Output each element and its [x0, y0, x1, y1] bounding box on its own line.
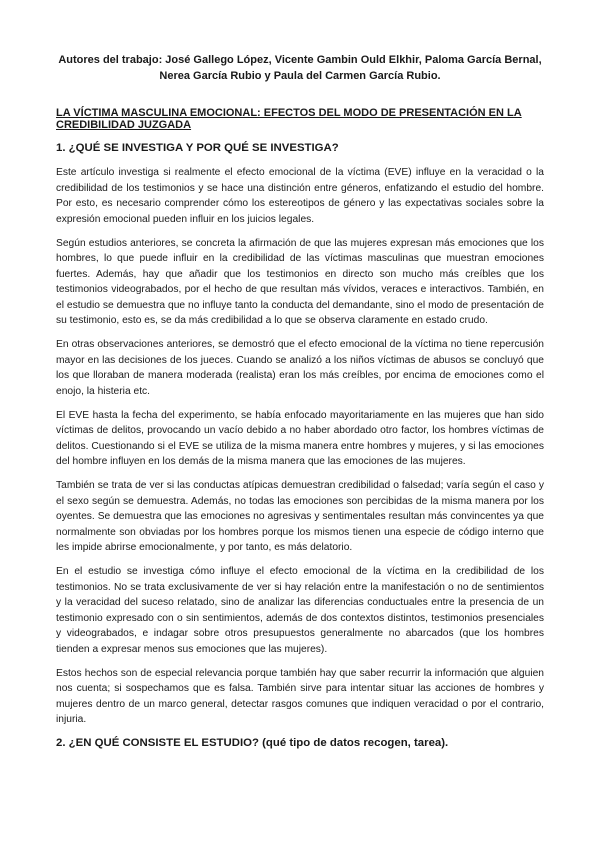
authors-line: Autores del trabajo: José Gallego López, Vicente Gambin Ould Elkhir, Paloma García Bernal, Nerea García Rubio y Paula del Carmen García Rubio. [58, 54, 542, 82]
paragraph: En otras observaciones anteriores, se demostró que el efecto emocional de la víctima no tiene repercusión mayor en las decisiones de los jueces. Cuando se analizó a los niños víctimas de abusos se concluyó que los que lloraban de manera moderada (realista) eran los más creíbles, por encima de emociones como el enojo, la histeria etc. [56, 339, 544, 397]
paragraph: Estos hechos son de especial relevancia porque también hay que saber recurrir la información que alguien nos cuenta; si sospechamos que es falsa. También sirve para intentar situar las acciones de hombres y mujeres dentro de un marco general, detectar rasgos comunes que indiquen veracidad o por el contrario, injuria. [56, 667, 544, 725]
section-1 [56, 141, 544, 728]
section-2 [56, 736, 544, 750]
document-title: LA VÍCTIMA MASCULINA EMOCIONAL: EFECTOS DEL MODO DE PRESENTACIÓN EN LA CREDIBILIDAD JUZGADA [56, 107, 522, 131]
paragraph: Este artículo investiga si realmente el efecto emocional de la víctima (EVE) influye en la veracidad o la credibilidad de los testimonios y se hace una distinción entre géneros, enfatizando el estudio del hombre. Por esto, es necesario comprender cómo los estereotipos de género y las expectativas sociales sobre la expresión emocional pueden influir en los juicios legales. [56, 167, 544, 225]
paragraph: También se trata de ver si las conductas atípicas demuestran credibilidad o falsedad; varía según el caso y el sexo según se demuestra. Además, no todas las emociones son percibidas de la misma manera por los oyentes. Se demuestra que las emociones no agresivas y sentimentales resultan más convincentes ya que normalmente son obviadas por los hombres porque los mismos tienen una especie de código interno que les impide abrirse emocionalmente, y por tanto, es más delatorio. [56, 480, 544, 553]
section-1-heading: 1. ¿QUÉ SE INVESTIGA Y POR QUÉ SE INVESTIGA? [56, 142, 339, 154]
paragraph: El EVE hasta la fecha del experimento, se había enfocado mayoritariamente en las mujeres que han sido víctimas de delitos, provocando un vacío debido a no haber abordado otro factor, los hombres víctimas de delitos. Cuestionando si el EVE se utiliza de la misma manera entre hombres y mujeres, y si las emociones del hombre influyen en los demás de la misma manera que las emociones de las mujeres. [56, 409, 544, 467]
section-2-heading: 2. ¿EN QUÉ CONSISTE EL ESTUDIO? (qué tipo de datos recogen, tarea). [56, 737, 449, 749]
paragraph: En el estudio se investiga cómo influye el efecto emocional de la víctima en la credibilidad de los testimonios. No se trata exclusivamente de ver si hay relación entre la manifestación o no de sentimientos y la veracidad del suceso relatado, sino de analizar las diferencias conductuales entre la presencia de un testimonio expresado con o sin sentimientos, además de dos contextos distintos, testimonios presenciales y videograbados, e indagar sobre otros presupuestos generalmente no abarcados (que los hombres tienden a expresar menos sus emociones que las mujeres). [56, 566, 544, 655]
paragraph: Según estudios anteriores, se concreta la afirmación de que las mujeres expresan más emociones que los hombres, lo que puede influir en la credibilidad de las víctimas masculinas que muestran emociones fuertes. Además, hay que añadir que los testimonios en directo son mucho más creíbles que los testimonios videograbados, por el hecho de que resultan más vívidos, veraces e interactivos. También, en el estudio se demuestra que no influye tanto la conducta del demandante, sino el modo de presentación de su testimonio, esto es, se da más credibilidad a lo que se observa claramente en estado crudo. [56, 237, 544, 326]
document-page [56, 52, 544, 760]
